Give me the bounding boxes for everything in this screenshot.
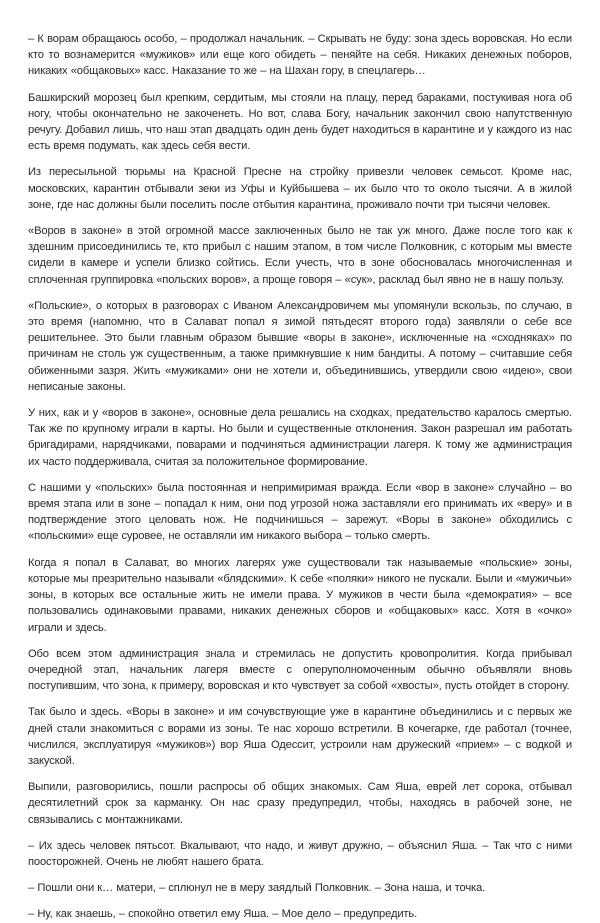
paragraph-6: У них, как и у «воров в законе», основные дела решались на сходках, предательство каралось смертью. Так же по крупному играли в карты. Но были и существенные отклонения. Закон разрешал им работать бригадирами, нарядчиками, поварами и подчиняться администрации лагеря. К тому же администрация их часто поддерживала, считая за положительное формирование.	[28, 407, 572, 468]
paragraph-7: С нашими у «польских» была постоянная и непримиримая вражда. Если «вор в законе» случайно – во время этапа или в зоне – попадал к ним, они под угрозой ножа заставляли его принимать их «веру» и в подтверждение этого целовать нож. Не подчинишься – зарежут. «Воры в законе» обходились с «польскими» еще суровее, не оставляли им никакого выбора – только смерть.	[28, 481, 572, 543]
paragraph-14: – Ну, как знаешь, – спокойно ответил ему Яша. – Мое дело – предупредить.	[28, 908, 418, 921]
paragraph-9: Обо всем этом администрация знала и стремилась не допустить кровопролития. Когда прибывал очередной этап, начальник лагеря вместе с оперуполномоченным обычно объявляли вновь поступившим, что зона, к примеру, воровская и кто чувствует за собой «хвосты», пусть отойдет в сторону.	[28, 647, 572, 693]
paragraph-3: Из пересыльной тюрьмы на Красной Пресне на стройку привезли человек семьсот. Кроме нас, московских, карантин отбывали зеки из Уфы и Куйбышева – их было что то около тысячи. А в жилой зоне, где нас должны были поселить после отбытия карантина, проживало почти три тысячи человек.	[28, 166, 572, 211]
paragraph-11: Выпили, разговорились, пошли распросы об общих знакомых. Сам Яша, еврей лет сорока, отбывал десятилетний срок за карманку. Он нас сразу предупредил, чтобы, находясь в рабочей зоне, не связывались с монтажниками.	[28, 781, 572, 826]
paragraph-10: Так было и здесь. «Воры в законе» и им сочувствующие уже в карантине объединились и с первых же дней стали знакомиться с ворами из зоны. Те нас хорошо встретили. В кочегарке, где работал (точнее, числился, эксплуатируя «мужиков») вор Яша Одессит, устроили нам дружеский «прием» – с водкой и закуской.	[28, 706, 572, 767]
paragraph-1: – К ворам обращаюсь особо, – продолжал начальник. – Скрывать не буду: зона здесь воровская. Но если кто то вознамерится «мужиков» или еще кого обидеть – пеняйте на себя. Никаких денежных поборов, никаких «общаковых» касс. Наказание то же – на Шахан гору, в спецлагерь…	[28, 33, 572, 78]
paragraph-4: «Воров в законе» в этой огромной массе заключенных было не так уж много. Даже после того как к здешним присоединились те, кто прибыл с нашим этапом, в том числе Полковник, с которым мы вместе сидели в камере и успели близко сойтись. Если учесть, что в зоне обосновалась многочисленная и сплоченная группировка «польских воров», а проще говоря – «сук», расклад был явно не в нашу пользу.	[28, 225, 572, 286]
paragraph-5: «Польские», о которых в разговорах с Иваном Александровичем мы упомянули вскользь, по случаю, в это время (напомню, что в Салават попал я зимой пятьдесят второго года) заявляли о себе все решительнее. Это были главным образом бывшие «воры в законе», исключенные на «сходняках» по причинам не столь уж существенным, а также примкнувшие к ним бандиты. А потому – считавшие себя обиженными зазря. Жить «мужиками» они не хотели и, объединившись, утвердили свою «идею», свои неписаные законы.	[28, 299, 572, 393]
paragraph-2: Башкирский морозец был крепким, сердитым, мы стояли на плацу, перед бараками, постукивая нога об ногу, чтобы окончательно не закоченеть. Но вот, слава Богу, начальник закончил свою напутственную речугу. Добавил лишь, что наш этап двадцать один день будет находиться в карантине и у каждого из нас есть время подумать, как здесь себя вести.	[28, 91, 572, 153]
paragraph-13: – Пошли они к… матери, – сплюнул не в меру заядлый Полковник. – Зона наша, и точка.	[28, 882, 486, 895]
paragraph-12: – Их здесь человек пятьсот. Вкалывают, что надо, и живут дружно, – объяснил Яша. – Так что с ними поосторожней. Очень не любят нашего брата.	[28, 839, 572, 868]
paragraph-8: Когда я попал в Салават, во многих лагерях уже существовали так называемые «польские» зоны, которые мы презрительно называли «блядскими». К себе «поляки» никого не пускали. Были и «мужичьи» зоны, в которых все остальные жить не имели права. У мужиков в чести была «демократия» – все пользовались одинаковыми правами, никаких денежных сборов и «общаковых» касс. Хотя в «очко» играли и здесь.	[28, 556, 572, 634]
